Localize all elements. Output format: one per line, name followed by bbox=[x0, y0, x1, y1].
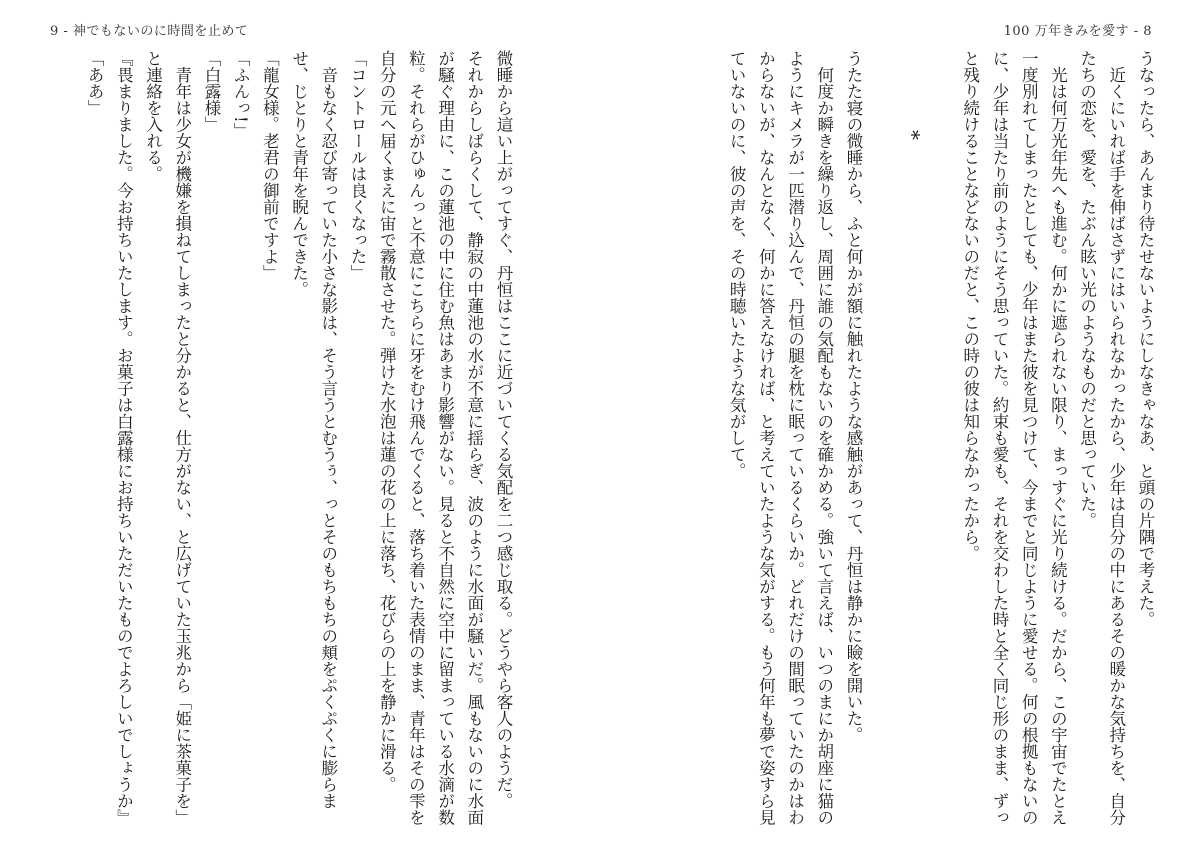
paragraph: 近くにいれば手を伸ばさずにはいられなかったから、少年は自分の中にあるその暖かな気持ちを、自分たちの恋を、愛を、たぶん眩い光のようなものだと思っていた。 bbox=[1077, 50, 1126, 826]
paragraph: 青年は少女が機嫌を損ねてしまったと分かると、仕方がない、と広げていた玉兆から「姫に茶菓子を」と連絡を入れる。 bbox=[143, 50, 192, 826]
blank-line bbox=[926, 50, 955, 840]
left-page-body bbox=[52, 50, 518, 840]
dialogue-line: 「白露様」 bbox=[201, 50, 221, 133]
paragraph: 何度か瞬きを繰り返し、周囲に誰の気配もないのを確かめる。強いて言えば、いつのまにか胡座に猫のようにキメラが一匹潜り込んで、丹恒の腿を枕に眠っているくらいか。どれだけの間眠っていたのかはわからないが、なんとなく、何かに答えなければ、と考えていたような気がする。もう何年も夢で姿すら見ていないのに、彼の声を、その時聴いたような気がして。 bbox=[727, 50, 834, 826]
right-running-header: 100 万年きみを愛す - 8 bbox=[1003, 24, 1152, 39]
section-break-asterisk: * bbox=[900, 130, 925, 140]
dialogue-line: 『畏まりました。今お持ちいたします。お菓子は白露様にお持ちいただいたものでよろしいでしょうか』 bbox=[114, 50, 134, 826]
blank-line bbox=[868, 50, 897, 840]
dialogue-line: 「龍女様。老君の御前ですよ」 bbox=[260, 50, 280, 281]
paragraph: 音もなく忍び寄っていた小さな影は、そう言うとむうぅ、っとそのもちもちの頬をぷくぷくに膨らませ、じとりと青年を睨んできた。 bbox=[289, 50, 338, 809]
paragraph: うたた寝の微睡から、ふと何かが額に触れたような感触があって、丹恒は静かに瞼を開いた。 bbox=[843, 50, 863, 743]
paragraph: 微睡から這い上がってすぐ、丹恒はここに近づいてくる気配を二つ感じ取る。どうやら客人のようだ。 bbox=[494, 50, 513, 809]
paragraph: うなったら、あんまり待たせないようにしなきゃなあ、と頭の片隅で考えた。 bbox=[1136, 50, 1155, 628]
paragraph: それからしばらくして、静寂の中蓮池の水が不意に揺らぎ、波のように水面が騒いだ。風もないのに水面が騒ぐ理由に、この蓮池の中に住む魚はあまり影響がない。見ると不自然に空中に留まっている水滴が数粒。それらがひゅんっと不意にこちらに牙をむけ飛んでくると、落ち着いた表情のまま、青年はその雫を自分の元へ届くまえに宙で霧散させた。弾けた水泡は蓮の花の上に落ち、花びらの上を静かに滑る。 bbox=[377, 50, 484, 826]
dialogue-line: 「コントロールは良くなった」 bbox=[347, 50, 367, 281]
dialogue-line: 「ふんっ!」 bbox=[231, 50, 251, 140]
paragraph: 光は何万光年先へも進む。何かに遮られない限り、まっすぐに光り続ける。だから、この宇宙でたとえ一度別れてしまったとしても、少年はまた彼を見つけて、今までと同じように愛せる。何の根拠もないのに、少年は当たり前のようにそう思っていた。約束も愛も、それを交わした時と全く同じ形のまま、ずっと残り続けることなどないのだと、この時の彼は知らなかったから。 bbox=[960, 50, 1068, 826]
left-running-header: 9 - 神でもないのに時間を止めて bbox=[50, 24, 249, 39]
dialogue-line: 「ああ」 bbox=[85, 50, 105, 116]
right-page-body bbox=[680, 50, 1160, 840]
